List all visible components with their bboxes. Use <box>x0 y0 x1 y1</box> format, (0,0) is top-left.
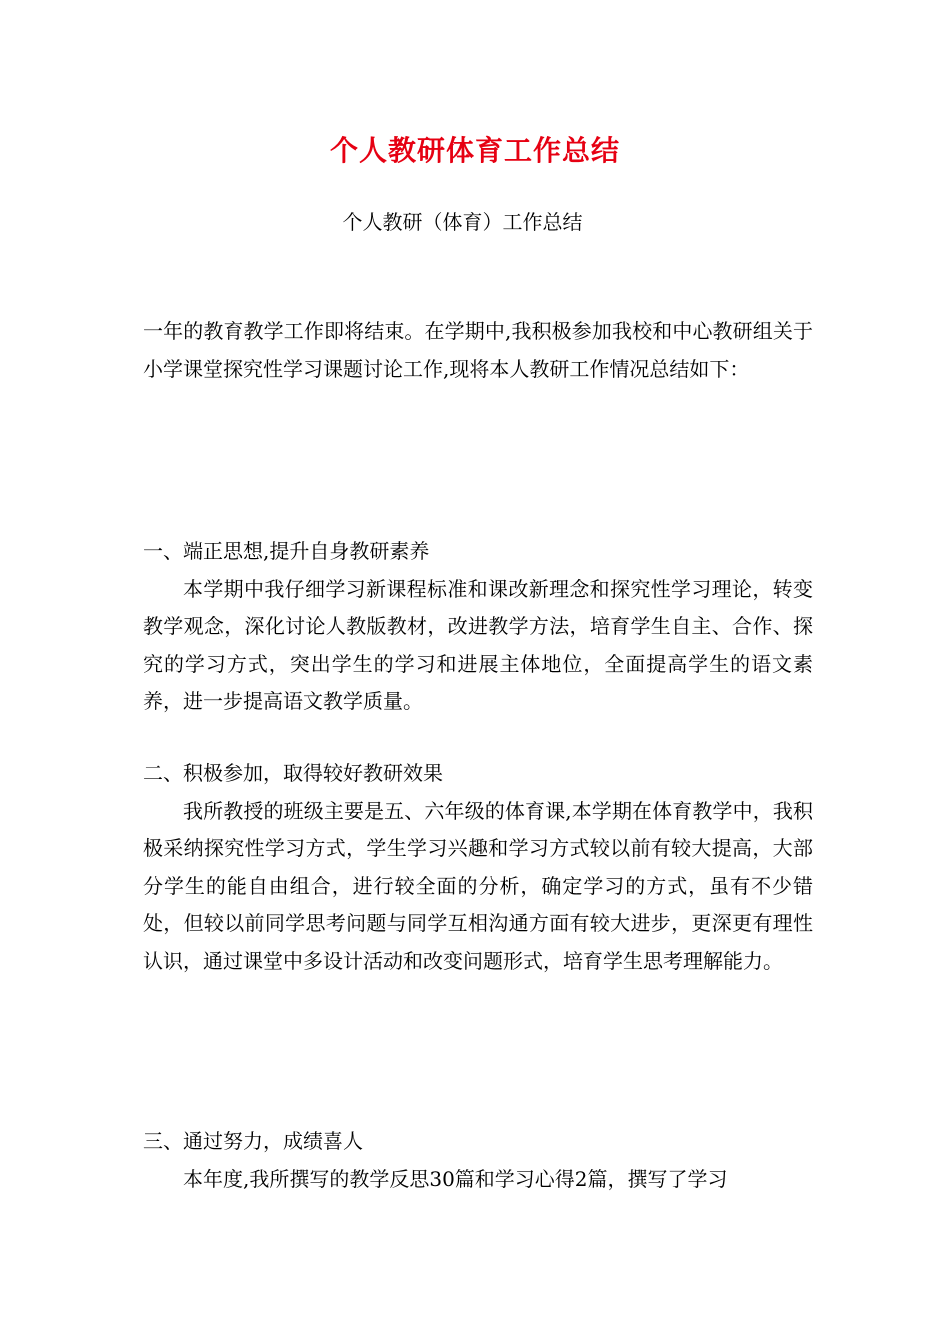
section-body: 本学期中我仔细学习新课程标准和课改新理念和探究性学习理论，转变教学观念，深化讨论人教版教材，改进教学方法，培育学生自主、合作、探究的学习方式，突出学生的学习和进展主体地位，全面提高学生的语文素养，进一步提高语文教学质量。 <box>143 576 813 713</box>
section-heading: 一、端正思想,提升自身教研素养 <box>143 539 430 563</box>
document-title: 个人教研体育工作总结 <box>329 134 620 167</box>
section-body: 本年度,我所撰写的教学反思30篇和学习心得2篇，撰写了学习 <box>183 1166 728 1191</box>
document-subtitle: 个人教研（体育）工作总结 <box>342 210 583 234</box>
section-heading: 三、通过努力，成绩喜人 <box>143 1129 363 1153</box>
section-heading: 二、积极参加，取得较好教研效果 <box>143 761 443 785</box>
intro-paragraph <box>143 313 813 388</box>
intro-text: 一年的教育教学工作即将结束。在学期中,我积极参加我校和中心教研组关于小学课堂探究性学习课题讨论工作,现将本人教研工作情况总结如下： <box>143 319 813 381</box>
section-2 <box>143 755 813 980</box>
section-3 <box>143 1123 813 1198</box>
section-1 <box>143 533 813 721</box>
section-body: 我所教授的班级主要是五、六年级的体育课,本学期在体育教学中，我积极采纳探究性学习方式，学生学习兴趣和学习方式较以前有较大提高，大部分学生的能自由组合，进行较全面的分析，确定学习的方式，虽有不少错处，但较以前同学思考问题与同学互相沟通方面有较大进步，更深更有理性认识，通过课堂中多设计活动和改变问题形式，培育学生思考理解能力。 <box>143 798 813 973</box>
